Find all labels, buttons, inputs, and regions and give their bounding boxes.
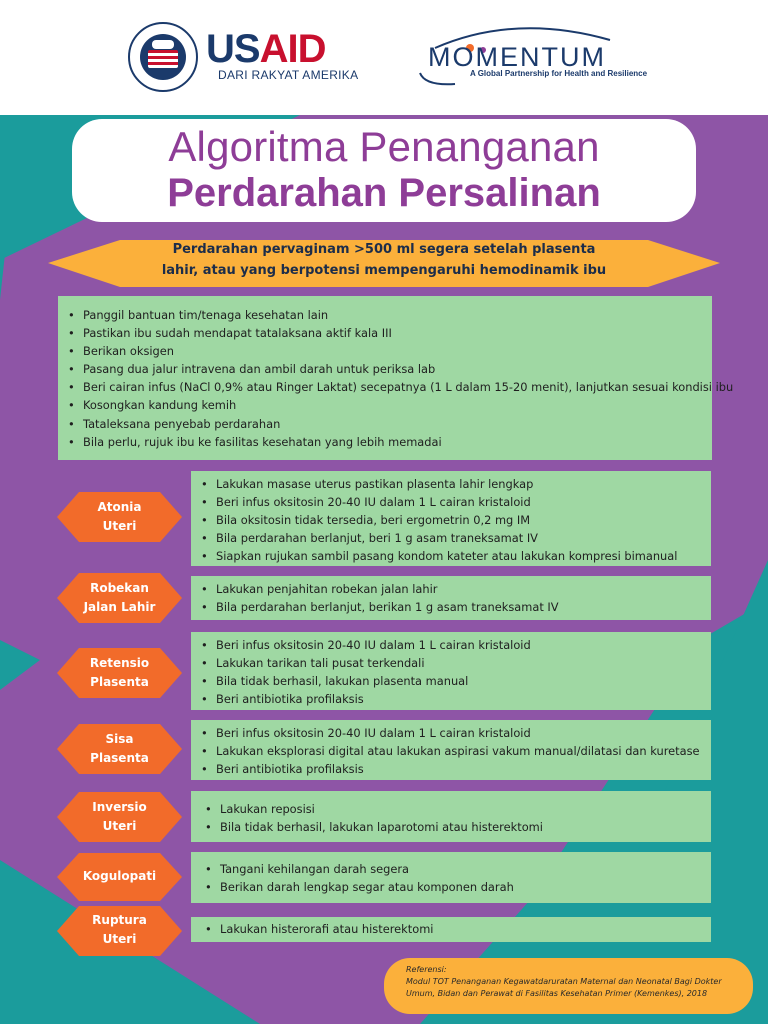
general-step: • Pastikan ibu sudah mendapat tatalaksana aktif kala III [68, 324, 712, 342]
definition-text [120, 239, 648, 281]
reference-box [384, 958, 753, 1014]
cause-tag-atonia-uteri: Atonia Uteri [57, 492, 182, 542]
reference-heading: Referensi: [406, 965, 447, 974]
cause-step: • Lakukan reposisi [205, 800, 711, 818]
cause-step: • Beri infus oksitosin 20-40 IU dalam 1 L cairan kristaloid [201, 493, 711, 511]
logo-header [0, 0, 768, 115]
cause-step: • Beri infus oksitosin 20-40 IU dalam 1 L cairan kristaloid [201, 636, 711, 654]
cause-step: • Bila perdarahan berlanjut, berikan 1 g asam traneksamat IV [201, 598, 711, 616]
cause-step: • Bila tidak berhasil, lakukan laparotomi atau histerektomi [205, 818, 711, 836]
definition-line-2: lahir, atau yang berpotensi mempengaruhi hemodinamik ibu [161, 263, 607, 278]
cause-step: • Bila tidak berhasil, lakukan plasenta manual [201, 672, 711, 690]
cause-steps-kogulopati [191, 852, 711, 903]
reference-line-2: Umum, Bidan dan Perawat di Fasilitas Kesehatan Primer (Kemenkes), 2018 [406, 989, 708, 998]
cause-steps-ruptura-uteri [191, 917, 711, 942]
momentum-tagline: A Global Partnership for Health and Resilience [470, 69, 648, 78]
cause-steps-sisa-plasenta [191, 720, 711, 780]
title-line-2: Perdarahan Persalinan [167, 171, 601, 215]
usaid-logo-text: USAID [206, 27, 326, 71]
momentum-logo-text: MOMENTUM [428, 42, 606, 72]
definition-line-1: Perdarahan pervaginam >500 ml segera setelah plasenta [172, 242, 596, 257]
cause-tag-ruptura-uteri: Ruptura Uteri [57, 906, 182, 956]
reference-line-1: Modul TOT Penanganan Kegawatdaruratan Maternal dan Neonatal Bagi Dokter [406, 977, 722, 986]
cause-steps-retensio-plasenta [191, 632, 711, 710]
usaid-tagline: DARI RAKYAT AMERIKA [218, 68, 359, 82]
general-step: • Beri cairan infus (NaCl 0,9% atau Ringer Laktat) secepatnya (1 L dalam 15-20 menit), lanjutkan sesuai kondisi ibu [68, 378, 712, 396]
cause-step: • Lakukan eksplorasi digital atau lakukan aspirasi vakum manual/dilatasi dan kuretase [201, 742, 711, 760]
cause-step: • Beri infus oksitosin 20-40 IU dalam 1 L cairan kristaloid [201, 724, 711, 742]
title-box [72, 119, 696, 222]
general-step: • Pasang dua jalur intravena dan ambil darah untuk periksa lab [68, 360, 712, 378]
general-steps-box [58, 296, 734, 460]
general-step: • Kosongkan kandung kemih [68, 396, 712, 414]
cause-step: • Siapkan rujukan sambil pasang kondom kateter atau lakukan kompresi bimanual [201, 547, 711, 565]
cause-step: • Lakukan masase uterus pastikan plasenta lahir lengkap [201, 475, 711, 493]
cause-steps-atonia-uteri [191, 471, 711, 566]
cause-steps-robekan-jalan-lahir [191, 576, 711, 620]
general-step: • Tataleksana penyebab perdarahan [68, 415, 712, 433]
cause-steps-inversio-uteri [191, 791, 711, 842]
cause-tag-kogulopati: Kogulopati [57, 853, 182, 901]
general-step: • Panggil bantuan tim/tenaga kesehatan lain [68, 306, 712, 324]
cause-step: • Berikan darah lengkap segar atau komponen darah [205, 878, 711, 896]
cause-tag-robekan-jalan-lahir: Robekan Jalan Lahir [57, 573, 182, 623]
cause-step: • Beri antibiotika profilaksis [201, 690, 711, 708]
cause-tag-sisa-plasenta: Sisa Plasenta [57, 724, 182, 774]
usaid-seal-icon [128, 22, 198, 92]
general-step: • Bila perlu, rujuk ibu ke fasilitas kesehatan yang lebih memadai [68, 433, 712, 451]
cause-step: • Lakukan penjahitan robekan jalan lahir [201, 580, 711, 598]
cause-step: • Bila perdarahan berlanjut, beri 1 g asam traneksamat IV [201, 529, 711, 547]
general-steps-list [68, 306, 734, 451]
cause-step: • Beri antibiotika profilaksis [201, 760, 711, 778]
cause-step: • Lakukan tarikan tali pusat terkendali [201, 654, 711, 672]
cause-step: • Tangani kehilangan darah segera [205, 860, 711, 878]
cause-step: • Lakukan histerorafi atau histerektomi [205, 920, 711, 938]
cause-step: • Bila oksitosin tidak tersedia, beri ergometrin 0,2 mg IM [201, 511, 711, 529]
general-step: • Berikan oksigen [68, 342, 712, 360]
cause-tag-inversio-uteri: Inversio Uteri [57, 792, 182, 842]
cause-tag-retensio-plasenta: Retensio Plasenta [57, 648, 182, 698]
title-line-1: Algoritma Penanganan [168, 123, 600, 170]
